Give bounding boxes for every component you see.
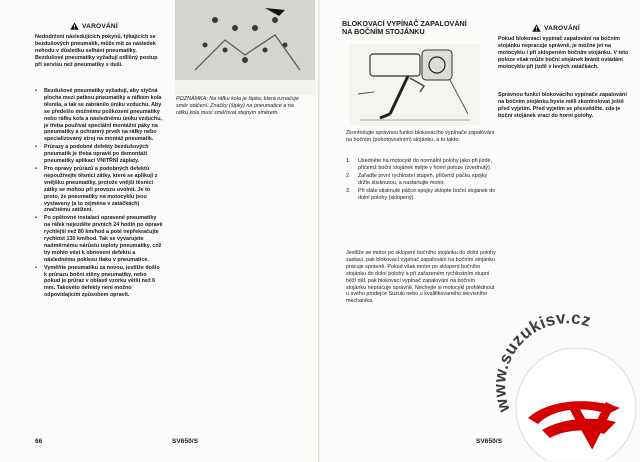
step-number: 3.	[346, 187, 351, 194]
side-stand-illustration	[350, 44, 480, 126]
right-warning-paragraph-1: Pokud blokovací vypínač zapalování na bočním stojánku nepracuje správně, je možné jet na motocyklu i při sklopeném bočním stojánku. V této poloze však může boční stojánek bránit ovládání motocyklu při jízdě v levých zatáčkách.	[498, 36, 629, 70]
left-warning-bullets	[35, 88, 163, 300]
warning-triangle-icon	[70, 22, 79, 30]
check-intro: Zkontrolujte správnou funkci blokovacího vypínače zapalování na bočním (pohotovostním) stojánku, a to takto:	[346, 130, 495, 143]
right-warning-heading	[532, 24, 580, 32]
warning-bullet: • Po opětovné instalaci opravené pneumatiky na ráfek nejezděte prvních 24 hodin po opravě rychlejší než 80 km/hod a poté nepřekračujte rychlost 130 km/hod. Tak se vyvarujete nadměrnému nárůstu teploty pneumatiky, což by mohlo vést k obnovení defektu a následnému poklesu tlaku v pneumatice.	[35, 215, 163, 263]
step-number: 2.	[346, 172, 351, 179]
step-item	[346, 188, 496, 202]
warning-bullet: • Průrazy a podobné defekty bezdušových pneumatik je třeba opravit po demontáži pneumatiky aplikací VNITŘNÍ záplaty.	[35, 144, 163, 165]
left-warning-intro: Nedodržení následujících pokynů, týkajících se bezdušových pneumatik, může mít za následek nehodu v důsledku selhání pneumatiky. Bezdušové pneumatiky vyžadují odlišný postup při servisu než pneumatiky s duší.	[35, 34, 158, 68]
left-warning-heading	[70, 22, 118, 30]
section-title: BLOKOVACÍ VYPÍNAČ ZAPALOVÁNÍ NA BOČNÍM STOJÁNKU	[342, 19, 467, 37]
left-model-label: SV650/S	[172, 438, 199, 445]
right-warning-paragraph-2: Správnou funkci blokovacího vypínače zapalování na bočním stojánku byste měli zkontrolovat ještě před vyjetím. Před vyjetím se přesvědčte, zda je boční stojánek vrací do horní polohy.	[498, 92, 627, 119]
left-warning-title: VAROVÁNÍ	[82, 22, 118, 30]
step-item	[346, 173, 496, 187]
step-text: Usedněte na motocykl do normální polohy jako při jízdě, přičemž boční stojánek mějte v horní poloze (zvednutý).	[358, 158, 492, 171]
wheel-rim-illustration	[175, 0, 315, 95]
watermark-text: www.suzukisv.cz	[489, 308, 594, 415]
right-model-label: SV650/S	[476, 438, 503, 445]
check-steps	[346, 158, 496, 202]
warning-bullet: • Bezdušové pneumatiky vyžadují, aby styčná plocha mezi patkou pneumatiky a ráfkem kola těsnila, a tak se zabránilo úniku vzduchu. Aby se předešlo možnému poškození pneumatiky nebo ráfku kola a následnému úniku vzduchu, je třeba používat speciální montážní páky na pneumatiky a ochranný prvek na ráfky nebo specializovaný stroj na montáž pneumatik.	[35, 88, 163, 143]
warning-bullet: • Vyměňte pneumatiku za novou, jestliže došlo k průrazu boční stěny pneumatiky, nebo pokud je průraz v oblasti vzorku větší než 6 mm. Takovéto defekty není možno odpovídajícím způsobem opravit.	[35, 265, 163, 300]
check-conclusion: Jestliže se motor po sklopení bočního stojánku do dolní polohy zastaví, pak blokovací vypínač zapalování na bočním stojánku pracuje správně. Pokud však motor po sklopení bočního stojánku do dolní polohy a při zařazeném rychlostním stupni běží dál, pak blokovací vypínač zapalování na bočním stojánku nepracuje správně. Nechejte si motocykl prohlédnout u svého prodejce Suzuki nebo u kvalifikovaného servisního mechanika.	[346, 250, 496, 305]
step-item	[346, 158, 496, 172]
step-number: 1.	[346, 158, 351, 164]
left-page-number: 66	[35, 438, 43, 445]
warning-bullet: • Pro opravy průrazů a podobných defektů nepoužívejte těsnicí zátky, které se aplikují z vnějšku pneumatiky, protože vnější těsnicí zátky se mohou při provozu uvolnit. Je to proto, že pneumatiky na motocyklu jsou vystaveny (a to zejména v zatáčkách) značnému zatížení.	[35, 166, 163, 214]
warning-triangle-icon	[532, 24, 541, 32]
tire-direction-note: POZNÁMKA: Na ráfku kola je šipka, která označuje směr otáčení. Značky (šipky) na pneumatice a na ráfku kola musí směřovat stejným směrem.	[176, 96, 299, 116]
step-text: Zařaďte první rychlostní stupeň, přičemž páčku spojky držte stisknutou, a nastartujte motor.	[358, 172, 488, 186]
suzukisv-watermark-logo	[488, 300, 638, 460]
right-warning-title: VAROVÁNÍ	[544, 24, 580, 32]
step-text: Při stále stisknuté páčce spojky sklopte boční stojánek do dolní polohy (sklopený).	[358, 187, 496, 201]
